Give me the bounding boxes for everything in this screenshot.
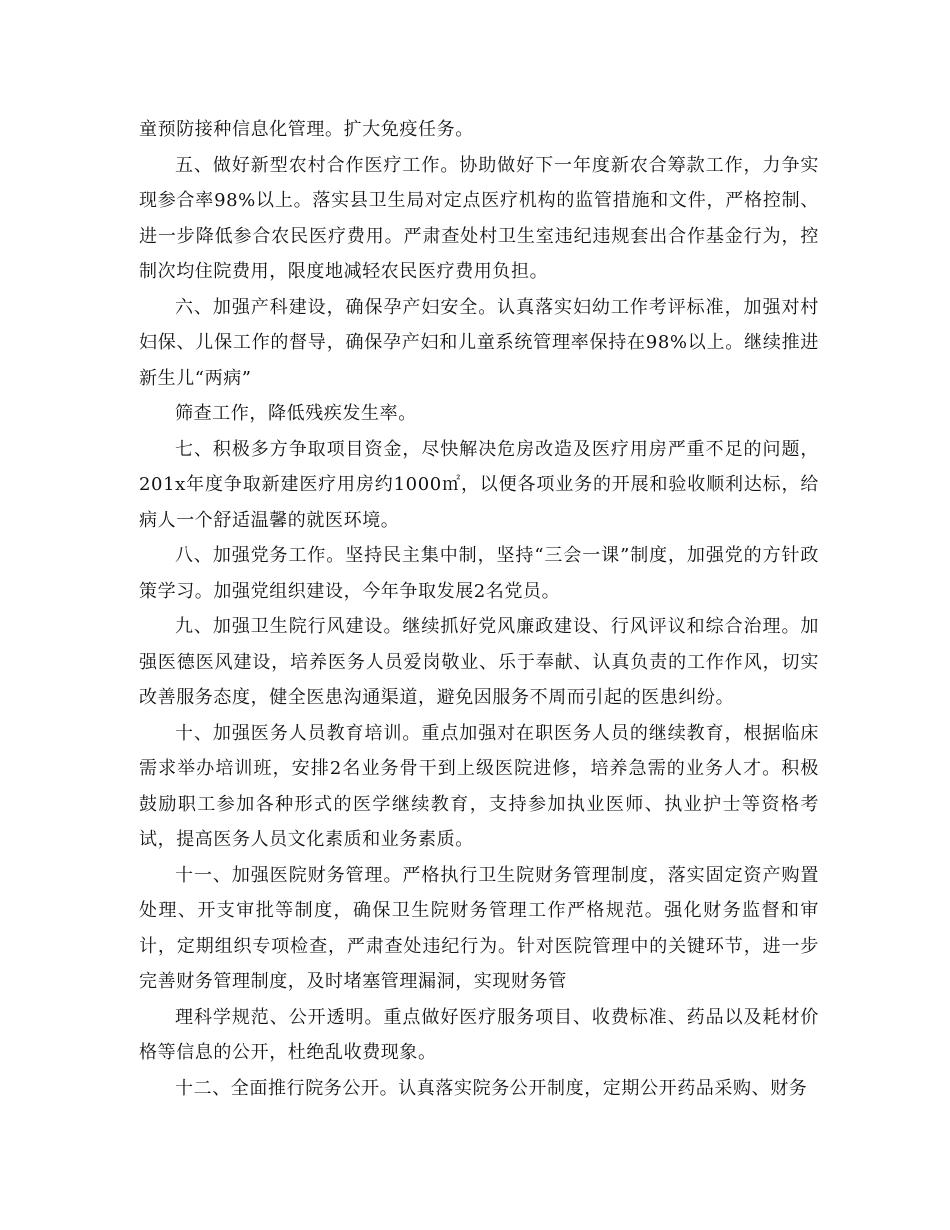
paragraph-item-11: 十一、加强医院财务管理。严格执行卫生院财务管理制度，落实固定资产购置处理、开支审批等制度，确保卫生院财务管理工作严格规范。强化财务监督和审计，定期组织专项检查，严肃查处违纪行为。针对医院管理中的关键环节，进一步完善财务管理制度，及时堵塞管理漏洞，实现财务管 — [139, 864, 819, 992]
paragraph-continuation: 童预防接种信息化管理。扩大免疫任务。 — [139, 119, 474, 140]
paragraph-item-11-continued: 理科学规范、公开透明。重点做好医疗服务项目、收费标准、药品以及耗材价格等信息的公开，杜绝乱收费现象。 — [139, 1006, 819, 1063]
paragraph-item-8: 八、加强党务工作。坚持民主集中制，坚持“三会一课”制度，加强党的方针政策学习。加强党组织建设，今年争取发展2名党员。 — [139, 545, 819, 602]
paragraph-item-9: 九、加强卫生院行风建设。继续抓好党风廉政建设、行风评议和综合治理。加强医德医风建设，培养医务人员爱岗敬业、乐于奉献、认真负责的工作作风，切实改善服务态度，健全医患沟通渠道，避免因服务不周而引起的医患纠纷。 — [139, 616, 819, 708]
paragraph-item-7: 七、积极多方争取项目资金，尽快解决危房改造及医疗用房严重不足的问题，201x年度争取新建医疗用房约1000㎡，以便各项业务的开展和验收顺利达标，给病人一个舒适温馨的就医环境。 — [139, 438, 819, 531]
document-body — [139, 112, 819, 1106]
paragraph-item-6-continued: 筛查工作，降低残疾发生率。 — [175, 403, 417, 424]
paragraph-item-10: 十、加强医务人员教育培训。重点加强对在职医务人员的继续教育，根据临床需求举办培训班，安排2名业务骨干到上级医院进修，培养急需的业务人才。积极鼓励职工参加各种形式的医学继续教育，支持参加执业医师、执业护士等资格考试，提高医务人员文化素质和业务素质。 — [139, 722, 819, 850]
paragraph-item-5: 五、做好新型农村合作医疗工作。协助做好下一年度新农合筹款工作，力争实现参合率98%以上。落实县卫生局对定点医疗机构的监管措施和文件，严格控制、进一步降低参合农民医疗费用。严肃查处村卫生室违纪违规套出合作基金行为，控制次均住院费用，限度地减轻农民医疗费用负担。 — [139, 154, 819, 282]
paragraph-item-6: 六、加强产科建设，确保孕产妇安全。认真落实妇幼工作考评标准，加强对村妇保、儿保工作的督导，确保孕产妇和儿童系统管理率保持在98%以上。继续推进新生儿“两病” — [139, 296, 819, 389]
paragraph-item-12: 十二、全面推行院务公开。认真落实院务公开制度，定期公开药品采购、财务 — [175, 1077, 808, 1099]
